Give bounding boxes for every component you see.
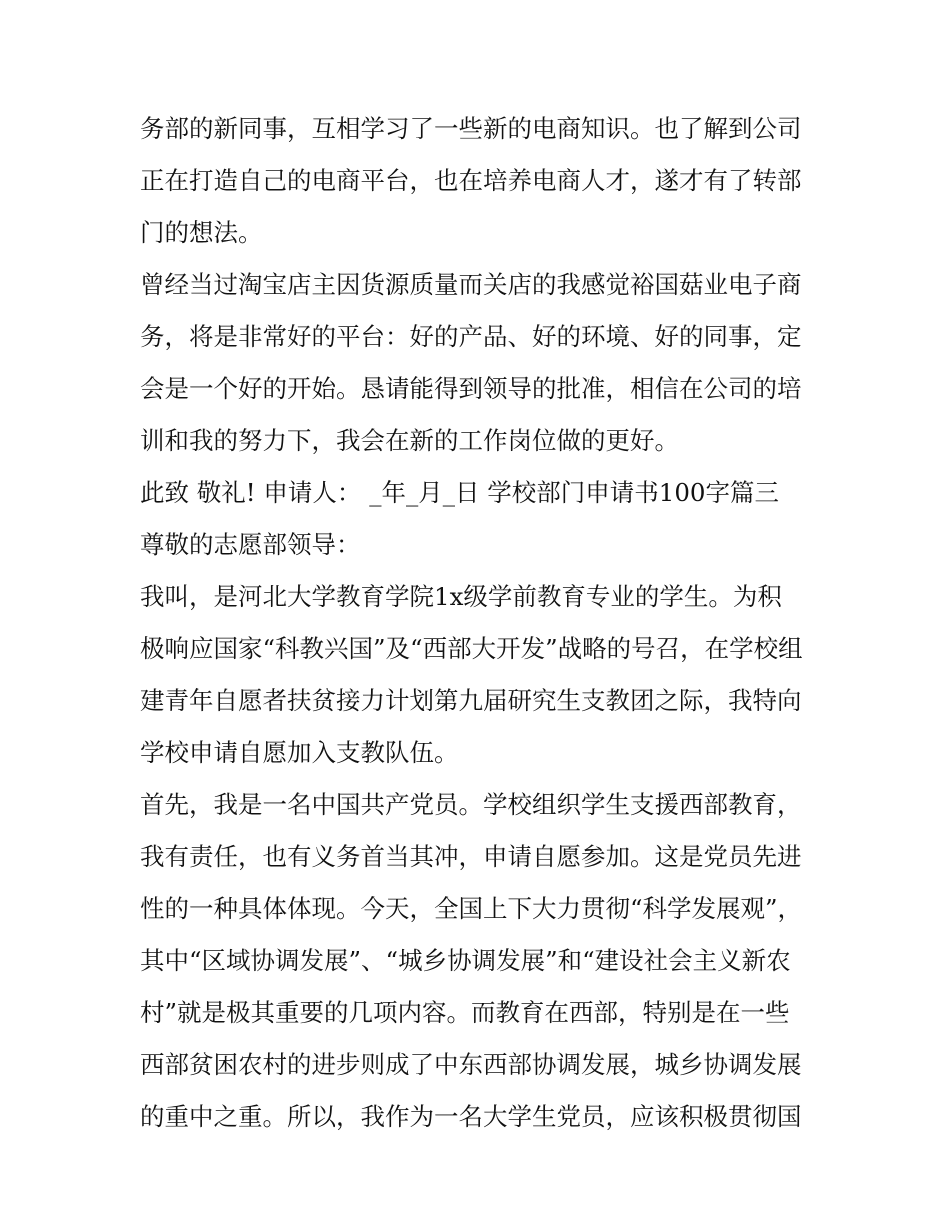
- text-line: 的重中之重。所以，我作为一名大学生党员，应该积极贯彻国: [140, 1102, 802, 1131]
- text-line: 门的想法。: [140, 218, 263, 247]
- text-line: 尊敬的志愿部领导：: [140, 530, 361, 559]
- text-line: 其中“区域协调发展”、“城乡协调发展”和“建设社会主义新农: [140, 946, 791, 975]
- text-line: 务，将是非常好的平台：好的产品、好的环境、好的同事，定: [140, 322, 802, 351]
- text-line: 性的一种具体体现。今天，全国上下大力贯彻“科学发展观”，: [140, 894, 803, 923]
- text-line: 首先，我是一名中国共产党员。学校组织学生支援西部教育，: [140, 790, 802, 819]
- text-line: 学校申请自愿加入支教队伍。: [140, 738, 459, 767]
- text-line: 村”就是极其重要的几项内容。而教育在西部，特别是在一些: [140, 998, 790, 1027]
- document-body: [140, 103, 820, 1143]
- text-line: 此致 敬礼! 申请人： _年_月_日 学校部门申请书100字篇三: [140, 478, 780, 507]
- text-line: 建青年自愿者扶贫接力计划第九届研究生支教团之际，我特向: [140, 686, 802, 715]
- text-line: 正在打造自己的电商平台，也在培养电商人才，遂才有了转部: [140, 166, 802, 195]
- text-line: 我有责任，也有义务首当其冲，申请自愿参加。这是党员先进: [140, 842, 802, 871]
- text-line: 训和我的努力下，我会在新的工作岗位做的更好。: [140, 426, 679, 455]
- text-line: 会是一个好的开始。恳请能得到领导的批准，相信在公司的培: [140, 374, 802, 403]
- text-line: 我叫，是河北大学教育学院1x级学前教育专业的学生。为积: [140, 582, 782, 611]
- text-line: 极响应国家“科教兴国”及“西部大开发”战略的号召，在学校组: [140, 634, 803, 663]
- text-line: 西部贫困农村的进步则成了中东西部协调发展，城乡协调发展: [140, 1050, 802, 1079]
- text-line: 务部的新同事，互相学习了一些新的电商知识。也了解到公司: [140, 114, 802, 143]
- text-line: 曾经当过淘宝店主因货源质量而关店的我感觉裕国菇业电子商: [140, 270, 802, 299]
